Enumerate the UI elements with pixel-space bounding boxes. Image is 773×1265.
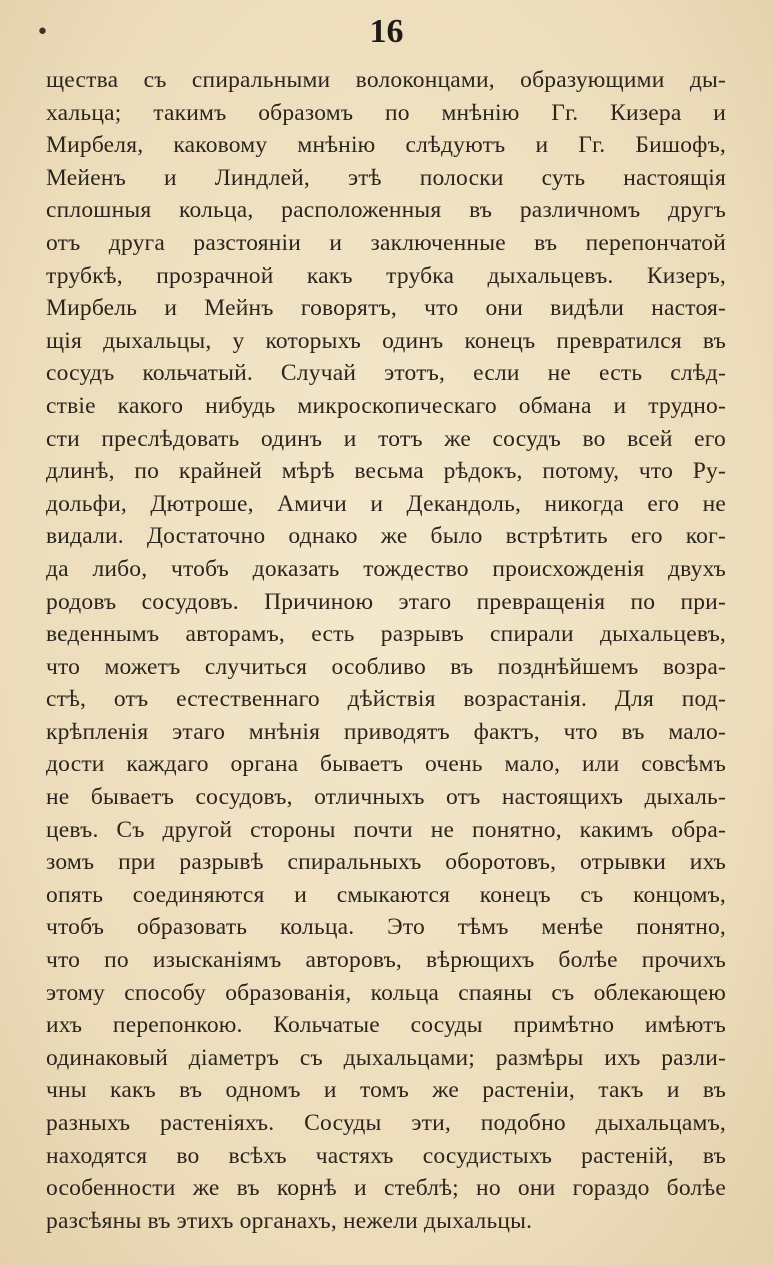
text-line: Мейенъ и Линдлей, этѣ полоски суть настоящія bbox=[46, 164, 726, 191]
text-line: не бываетъ сосудовъ, отличныхъ отъ настоящихъ дыхаль- bbox=[46, 784, 726, 811]
text-line: чны какъ въ одномъ и томъ же растеніи, такъ и въ bbox=[46, 1077, 726, 1104]
text-line: крѣпленія этаго мнѣнія приводятъ фактъ, что въ мало- bbox=[46, 718, 726, 745]
text-line: сосудъ кольчатый. Случай этотъ, если не есть слѣд- bbox=[46, 360, 726, 387]
text-line: особенности же въ корнѣ и стеблѣ; но они гораздо болѣе bbox=[46, 1175, 726, 1202]
text-line: Мирбеля, каковому мнѣнію слѣдуютъ и Гг. Бишофъ, bbox=[46, 132, 726, 159]
text-line: находятся во всѣхъ частяхъ сосудистыхъ растеній, въ bbox=[46, 1142, 726, 1169]
text-line: что по изысканіямъ авторовъ, вѣрющихъ болѣе прочихъ bbox=[46, 947, 726, 974]
text-line: этому способу образованія, кольца спаяны съ облекающею bbox=[46, 979, 726, 1006]
text-line: что можетъ случиться особливо въ позднѣйшемъ возра- bbox=[46, 653, 726, 680]
text-line: отъ друга разстояніи и заключенные въ перепончатой bbox=[46, 229, 726, 256]
text-line: стѣ, отъ естественнаго дѣйствія возрастанія. Для под- bbox=[46, 686, 726, 713]
text-line: веденнымъ авторамъ, есть разрывъ спирали дыхальцевъ, bbox=[46, 621, 726, 648]
text-line: дости каждаго органа бываетъ очень мало, или совсѣмъ bbox=[46, 751, 726, 778]
text-line: разныхъ растеніяхъ. Сосуды эти, подобно дыхальцамъ, bbox=[46, 1110, 726, 1136]
text-line: хальца; такимъ образомъ по мнѣнію Гг. Кизера и bbox=[46, 99, 726, 126]
text-line: Мирбель и Мейнъ говорятъ, что они видѣли настоя- bbox=[46, 295, 726, 322]
text-line: сплошныя кольца, расположенныя въ различномъ другъ bbox=[46, 197, 726, 224]
text-line: ствіе какого нибудь микроскопическаго обмана и трудно- bbox=[46, 392, 726, 419]
text-line: ихъ перепонкою. Кольчатые сосуды примѣтно имѣютъ bbox=[46, 1012, 726, 1039]
page-number: 16 bbox=[369, 13, 404, 50]
text-line: видали. Достаточно однако же было встрѣтить его ког- bbox=[46, 523, 726, 550]
text-line: зомъ при разрывѣ спиральныхъ оборотовъ, отрывки ихъ bbox=[46, 849, 726, 876]
text-line: трубкѣ, прозрачной какъ трубка дыхальцевъ. Кизеръ, bbox=[46, 262, 726, 289]
text-line: одинаковый діаметръ съ дыхальцами; размѣры ихъ разли- bbox=[46, 1044, 726, 1071]
text-line: дольфи, Дютроше, Амичи и Декандоль, никогда его не bbox=[46, 490, 726, 517]
text-line: да либо, чтобъ доказать тождество происхожденія двухъ bbox=[46, 555, 726, 582]
body-text bbox=[46, 64, 726, 1237]
text-line: щія дыхальцы, у которыхъ одинъ конецъ превратился въ bbox=[46, 327, 726, 354]
text-line: опять соединяются и смыкаются конецъ съ концомъ, bbox=[46, 881, 726, 908]
text-line: цевъ. Съ другой стороны почти не понятно, какимъ обра- bbox=[46, 816, 726, 843]
corner-mark: • bbox=[36, 20, 49, 45]
text-line: чтобъ образовать кольца. Это тѣмъ менѣе понятно, bbox=[46, 914, 726, 941]
text-line: разсѣяны въ этихъ органахъ, нежели дыхальцы. bbox=[46, 1207, 533, 1234]
text-line: длинѣ, по крайней мѣрѣ весьма рѣдокъ, потому, что Ру- bbox=[46, 458, 726, 485]
text-line: сти преслѣдовать одинъ и тотъ же сосудъ во всей его bbox=[46, 425, 726, 452]
text-line: родовъ сосудовъ. Причиною этаго превращенія по при- bbox=[46, 588, 726, 615]
text-line: щества съ спиральными волоконцами, образующими ды- bbox=[46, 67, 726, 93]
